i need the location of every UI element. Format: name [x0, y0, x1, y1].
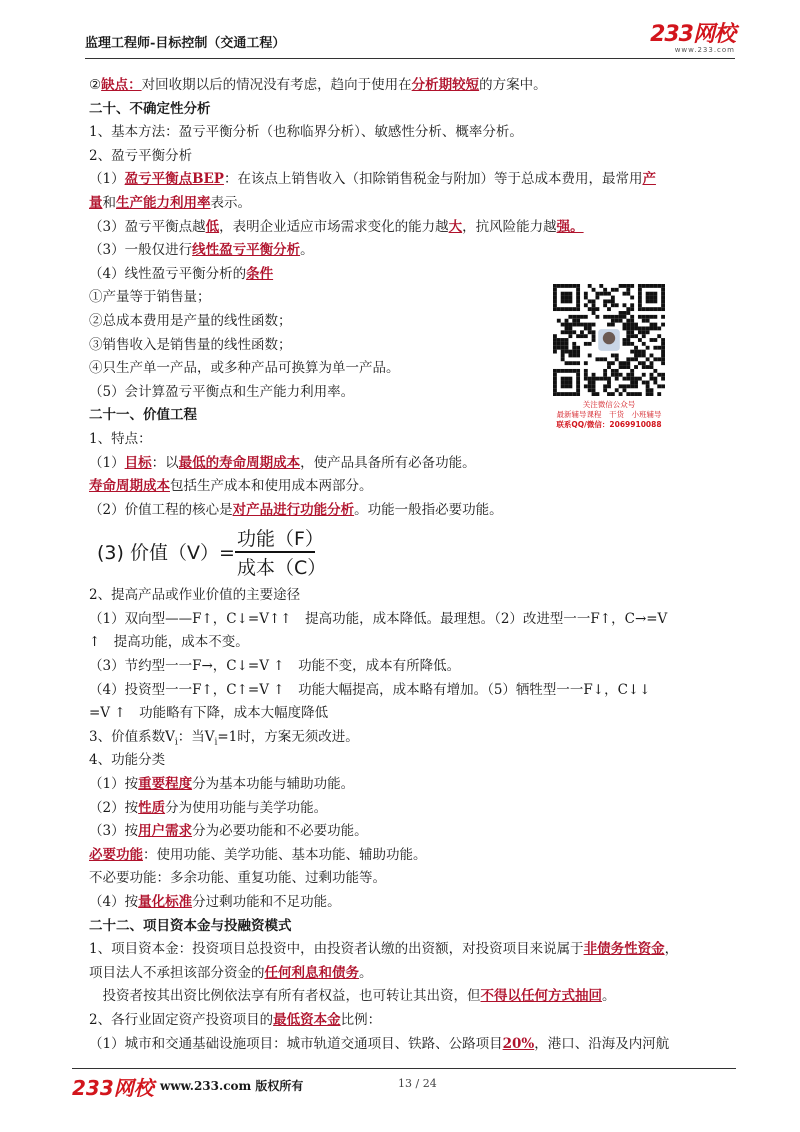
text-run: （1）	[89, 171, 125, 188]
logo-url: www.233.com	[674, 46, 735, 54]
text-run: （1）双向型——F↑，C↓=V↑↑ 提高功能，成本降低。最理想。（2）改进型一一F↑，C→=V	[89, 610, 668, 627]
text-line	[89, 168, 734, 192]
text-run: ，抗风险能力越	[462, 218, 557, 235]
highlight-term: 量	[89, 194, 103, 211]
text-line	[89, 915, 734, 939]
highlight-term: 强。	[556, 218, 584, 235]
highlight-term: 寿命周期成本	[89, 478, 170, 495]
highlight-term: 线性盈亏平衡分析	[192, 242, 301, 259]
highlight-term: 分析期较短	[411, 77, 480, 93]
page-header	[85, 24, 735, 58]
text-run: ，使产品具备所有必备功能。	[300, 454, 476, 471]
text-line	[89, 726, 734, 750]
text-run: （3）盈亏平衡点越	[89, 218, 206, 235]
footer-divider	[72, 1068, 736, 1069]
text-line	[89, 938, 734, 962]
footer-copyright: www.233.com 版权所有	[160, 1079, 304, 1093]
qr-caption-3: 联系QQ/微信：2069910088	[556, 420, 662, 429]
highlight-term: 用户需求	[138, 823, 193, 840]
text-run: 2、提高产品或作业价值的主要途径	[89, 587, 301, 604]
text-line	[89, 216, 734, 240]
text-run: 1、项目资本金：投资项目总投资中，由投资者认缴的出资额，对投资项目来说属于	[89, 941, 584, 958]
text-line	[89, 74, 734, 98]
text-run: 对回收期以后的情况没有考虑，趋向于使用在	[141, 77, 412, 93]
qr-code-icon	[553, 284, 665, 396]
text-run: 二十、不确定性分析	[89, 100, 211, 117]
text-run: 。	[602, 988, 616, 1005]
highlight-term: 最低的寿命周期成本	[178, 454, 301, 471]
text-run: （5）会计算盈亏平衡点和生产能力利用率。	[89, 383, 355, 400]
text-run: 1、基本方法：盈亏平衡分析（也称临界分析）、敏感性分析、概率分析。	[89, 124, 523, 141]
text-run: 。	[300, 242, 314, 259]
text-line	[89, 98, 734, 122]
text-run: 项目法人不承担该部分资金的	[89, 964, 265, 981]
value-formula	[89, 522, 734, 584]
qr-caption	[548, 400, 670, 430]
formula-numerator: 功能（F）	[237, 528, 324, 551]
text-line	[89, 584, 734, 608]
text-run: ：使用功能、美学功能、基本功能、辅助功能。	[143, 846, 427, 863]
qr-caption-2: 最新辅导课程 干货 小班辅导	[556, 410, 662, 419]
text-line	[89, 797, 734, 821]
highlight-term: 性质	[138, 799, 166, 816]
highlight-term: 生产能力利用率	[116, 194, 211, 211]
text-run: ②	[89, 77, 102, 93]
text-line	[89, 428, 734, 452]
highlight-term: 20%	[502, 1035, 535, 1052]
text-run: =V ↑ 功能略有下降，成本大幅度降低	[89, 705, 329, 722]
text-run: 2、各行业固定资产投资项目的	[89, 1011, 274, 1028]
text-run: 二十一、价值工程	[89, 407, 197, 424]
text-run: ：以	[151, 454, 179, 471]
text-run: 分过剩功能和不足功能。	[192, 894, 341, 910]
text-run: 不必要功能：多余功能、重复功能、过剩功能等。	[89, 870, 386, 887]
text-line	[89, 844, 734, 868]
text-line	[89, 867, 734, 891]
formula-denominator: 成本（C）	[237, 557, 327, 580]
highlight-term: 大	[448, 218, 463, 235]
text-run: （3）一般仅进行	[89, 242, 193, 259]
text-line	[89, 1033, 734, 1057]
highlight-term: 必要功能	[89, 846, 143, 863]
text-run: ④只生产单一产品，或多种产品可换算为单一产品。	[89, 360, 400, 377]
text-run: （4）按	[89, 894, 139, 910]
highlight-term: 重要程度	[138, 776, 193, 793]
text-run: 分为必要功能和不必要功能。	[192, 823, 368, 840]
text-line	[89, 608, 734, 632]
text-run: 1、特点：	[89, 430, 152, 447]
text-line	[89, 452, 734, 476]
text-run: （3）按	[89, 823, 139, 840]
text-run: ，	[664, 941, 679, 958]
text-run: 2、盈亏平衡分析	[89, 147, 193, 164]
text-line	[89, 820, 734, 844]
text-run: （4）线性盈亏平衡分析的	[89, 265, 247, 282]
text-line	[89, 499, 734, 523]
highlight-term: 不得以任何方式抽回	[480, 988, 602, 1005]
qr-caption-1: 关注微信公众号	[582, 400, 636, 409]
text-line	[89, 749, 734, 773]
text-run: 。功能一般指必要功能。	[354, 501, 503, 518]
formula-lhs: (3) 价值（V）=	[97, 542, 235, 565]
text-line	[89, 631, 734, 655]
avatar-face	[603, 332, 615, 344]
text-run: （1）按	[89, 776, 139, 793]
text-run: 。	[359, 964, 373, 981]
text-run: （4）投资型一一F↑，C↑=V ↑ 功能大幅提高，成本略有增加。（5）牺牲型一一F↓，C↓↓	[89, 681, 651, 698]
text-line	[89, 192, 734, 216]
text-line	[89, 773, 734, 797]
highlight-term: 缺点：	[101, 77, 142, 93]
text-line	[89, 145, 734, 169]
highlight-term: 非债务性资金	[583, 941, 665, 958]
footer-logo[interactable]: 233网校	[72, 1076, 154, 1100]
highlight-term: 目标	[124, 454, 152, 471]
page-footer	[72, 1070, 736, 1100]
text-line	[89, 475, 734, 499]
text-run: 4、功能分类	[89, 752, 166, 769]
site-logo[interactable]	[650, 24, 735, 54]
text-run: ③销售收入是销售量的线性函数；	[89, 336, 292, 353]
document-body	[89, 74, 734, 1056]
text-run: 投资者按其出资比例依法享有所有者权益，也可转让其出资，但	[89, 988, 481, 1005]
text-run: 分为基本功能与辅助功能。	[192, 776, 355, 793]
text-run: ：当V	[177, 728, 215, 745]
text-run: 和	[102, 194, 116, 211]
text-run: 表示。	[210, 194, 251, 211]
text-run: 3、价值系数V	[89, 728, 175, 745]
text-line	[89, 655, 734, 679]
text-run: 的方案中。	[479, 77, 547, 93]
text-run: ↑ 提高功能，成本不变。	[89, 634, 249, 651]
text-run: 二十二、项目资本金与投融资模式	[89, 917, 292, 934]
highlight-term: 最低资本金	[273, 1011, 341, 1028]
highlight-term: 条件	[246, 265, 274, 282]
text-run: （1）	[89, 454, 125, 471]
text-line	[89, 1009, 734, 1033]
text-run: ，港口、沿海及内河航	[534, 1035, 670, 1052]
highlight-term: 盈亏平衡点BEP	[124, 171, 224, 188]
text-run: 包括生产成本和使用成本两部分。	[170, 478, 373, 495]
text-run: （3）节约型一一F→，C↓=V ↑ 功能不变，成本有所降低。	[89, 658, 461, 675]
text-run: ②总成本费用是产量的线性函数；	[89, 312, 292, 329]
text-line	[89, 239, 734, 263]
logo-text: 233网校	[650, 22, 735, 47]
highlight-term: 产	[642, 171, 656, 188]
text-run: =1时，方案无须改进。	[217, 728, 359, 745]
text-line	[89, 702, 734, 726]
highlight-term: 任何利息和债务	[264, 964, 359, 981]
text-run: （1）城市和交通基础设施项目：城市轨道交通项目、铁路、公路项目	[89, 1035, 503, 1052]
text-line	[89, 985, 734, 1009]
text-run: ①产量等于销售量；	[89, 289, 211, 306]
text-run: 分为使用功能与美学功能。	[165, 799, 328, 816]
highlight-term: 低	[205, 218, 220, 235]
text-run: i	[174, 737, 178, 748]
highlight-term: 对产品进行功能分析	[232, 501, 355, 518]
text-run: 比例：	[340, 1011, 382, 1028]
text-block-2	[89, 584, 734, 1056]
text-line	[89, 679, 734, 703]
text-run: ，表明企业适应市场需求变化的能力越	[219, 218, 449, 235]
text-line	[89, 121, 734, 145]
page-number: 13 / 24	[398, 1077, 437, 1090]
text-run: （2）按	[89, 799, 139, 816]
highlight-term: 量化标准	[138, 894, 193, 910]
text-line	[89, 263, 734, 287]
header-divider	[85, 58, 735, 59]
text-run: （2）价值工程的核心是	[89, 501, 233, 518]
text-line	[89, 891, 734, 915]
text-run: ：在该点上销售收入（扣除销售税金与附加）等于总成本费用，最常用	[223, 171, 643, 188]
text-run: i	[214, 737, 218, 748]
text-line	[89, 962, 734, 986]
header-title: 监理工程师-目标控制（交通工程）	[85, 36, 286, 51]
